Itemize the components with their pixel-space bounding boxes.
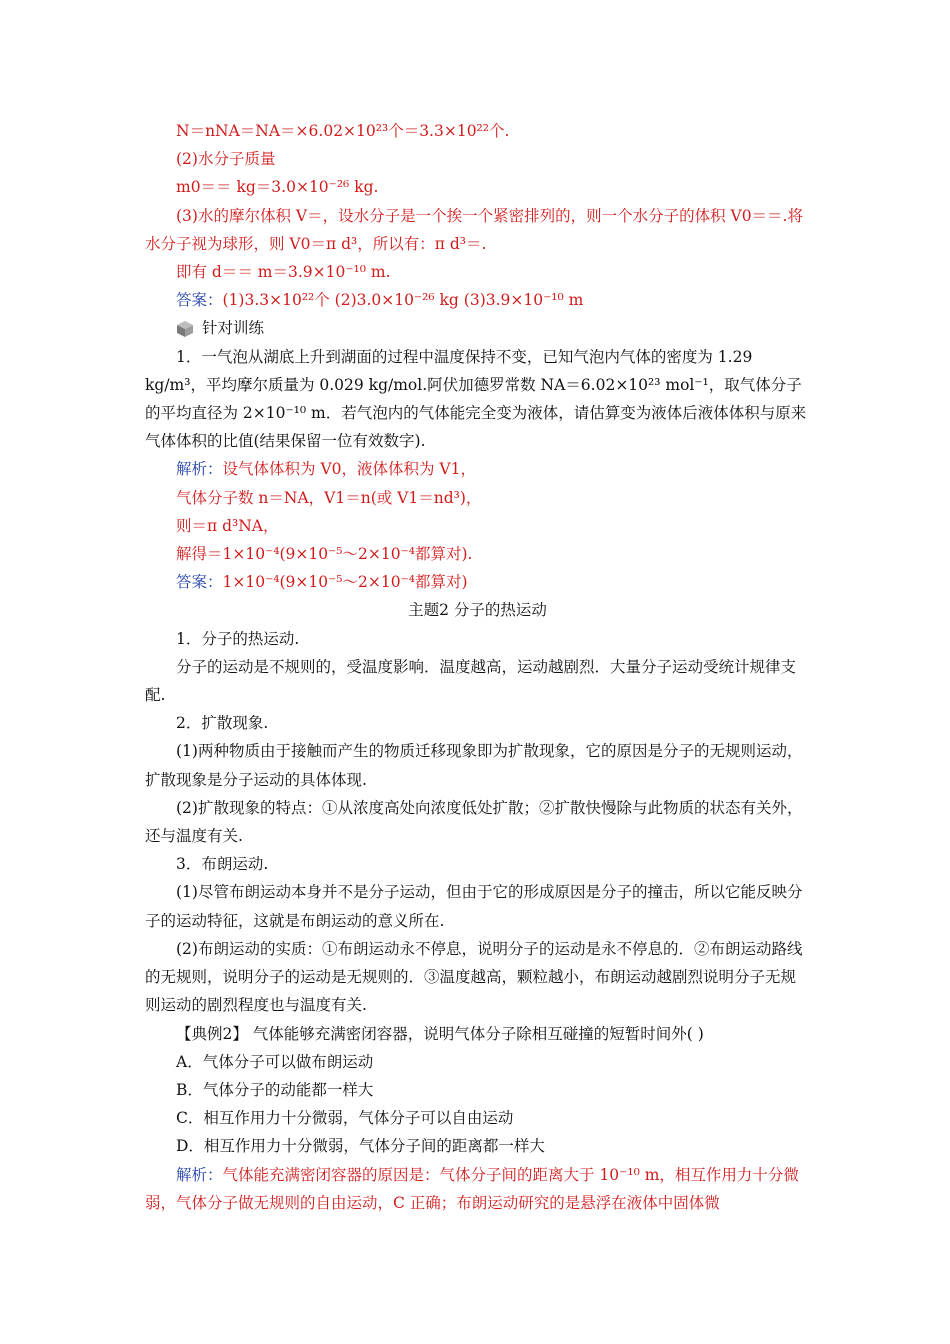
solution-line-1: N＝nNA＝NA＝×6.02×10²³个＝3.3×10²²个.: [176, 122, 510, 140]
training-header: [145, 314, 810, 342]
solution-line-5: 即有 d＝＝ m＝3.9×10⁻¹⁰ m.: [176, 263, 391, 282]
solution-line-4: (3)水的摩尔体积 V＝，设水分子是一个挨一个紧密排列的，则一个水分子的体积 V0＝＝.将水分子视为球形，则 V0＝π d³，所以有：π d³＝.: [145, 206, 803, 253]
cube-icon: [176, 320, 194, 338]
example-option-a: A．气体分子可以做布朗运动: [176, 1052, 374, 1071]
analysis-text: 气体能充满密闭容器的原因是：气体分子间的距离大于 10⁻¹⁰ m，相互作用力十分微弱，气体分子做无规则的自由运动，C 正确；布朗运动研究的是悬浮在液体中固体微: [145, 1165, 799, 1212]
topic-paragraph: 2．扩散现象.: [176, 714, 269, 733]
example-analysis: [145, 1161, 810, 1217]
example-option-b: B．气体分子的动能都一样大: [176, 1080, 374, 1099]
topic-paragraph: (1)尽管布朗运动本身并不是分子运动，但由于它的形成原因是分子的撞击，所以它能反映分子的运动特征，这就是布朗运动的意义所在.: [145, 883, 803, 930]
topic-paragraph: 3．布朗运动.: [176, 855, 269, 874]
topic-paragraph: (2)布朗运动的实质：①布朗运动永不停息，说明分子的运动是永不停息的．②布朗运动路线的无规则，说明分子的运动是无规则的．③温度越高，颗粒越小，布朗运动越剧烈说明分子无规则运动的剧烈程度也与温度有关.: [145, 939, 803, 1015]
analysis-label: 解析：: [176, 460, 223, 479]
training-analysis-1: [145, 455, 810, 483]
example-question: 【典例2】 气体能够充满密闭容器，说明气体分子除相互碰撞的短暂时间外( ): [176, 1024, 704, 1043]
training-title: 针对训练: [202, 319, 265, 338]
topic-paragraph: 1．分子的热运动.: [176, 629, 300, 648]
solution-line-3: m0＝＝ kg＝3.0×10⁻²⁶ kg.: [176, 178, 379, 197]
topic-paragraph: (1)两种物质由于接触而产生的物质迁移现象即为扩散现象，它的原因是分子的无规则运动，扩散现象是分子运动的具体体现.: [145, 742, 803, 789]
answer-label: 答案：: [176, 573, 223, 592]
training-analysis-2: 气体分子数 n＝NA，V1＝n(或 V1＝nd³)，: [176, 488, 482, 507]
training-question: 1．一气泡从湖底上升到湖面的过程中温度保持不变，已知气泡内气体的密度为 1.29 kg/m³，平均摩尔质量为 0.029 kg/mol.阿伏加德罗常数 NA＝6.02×10²³ mol⁻¹，取气体分子的平均直径为 2×10⁻¹⁰ m．若气泡内的气体能完全变为液体，请估算变为液体后液体体积与原来气体体积的比值(结果保留一位有效数字).: [145, 347, 807, 451]
answer-1: [145, 286, 810, 314]
training-analysis-4: 解得＝1×10⁻⁴(9×10⁻⁵～2×10⁻⁴都算对).: [176, 545, 473, 564]
training-analysis-3: 则＝π d³NA，: [176, 516, 279, 535]
topic-paragraph: 分子的运动是不规则的，受温度影响．温度越高，运动越剧烈．大量分子运动受统计规律支配.: [145, 657, 797, 705]
answer-label: 答案：: [176, 291, 223, 310]
analysis-line: 设气体体积为 V0，液体体积为 V1，: [222, 460, 476, 479]
topic-title: 主题2 分子的热运动: [408, 601, 547, 620]
answer-text: (1)3.3×10²²个 (2)3.0×10⁻²⁶ kg (3)3.9×10⁻¹⁰ m: [222, 291, 584, 310]
page-content: [145, 117, 810, 1217]
example-option-d: D．相互作用力十分微弱，气体分子间的距离都一样大: [176, 1137, 545, 1156]
answer-text: 1×10⁻⁴(9×10⁻⁵～2×10⁻⁴都算对): [222, 573, 468, 592]
solution-line-2: (2)水分子质量: [176, 150, 276, 169]
analysis-label: 解析：: [176, 1165, 223, 1184]
example-option-c: C．相互作用力十分微弱，气体分子可以自由运动: [176, 1109, 514, 1128]
training-answer: [145, 568, 810, 596]
topic-paragraph: (2)扩散现象的特点：①从浓度高处向浓度低处扩散；②扩散快慢除与此物质的状态有关外，还与温度有关.: [145, 798, 803, 846]
